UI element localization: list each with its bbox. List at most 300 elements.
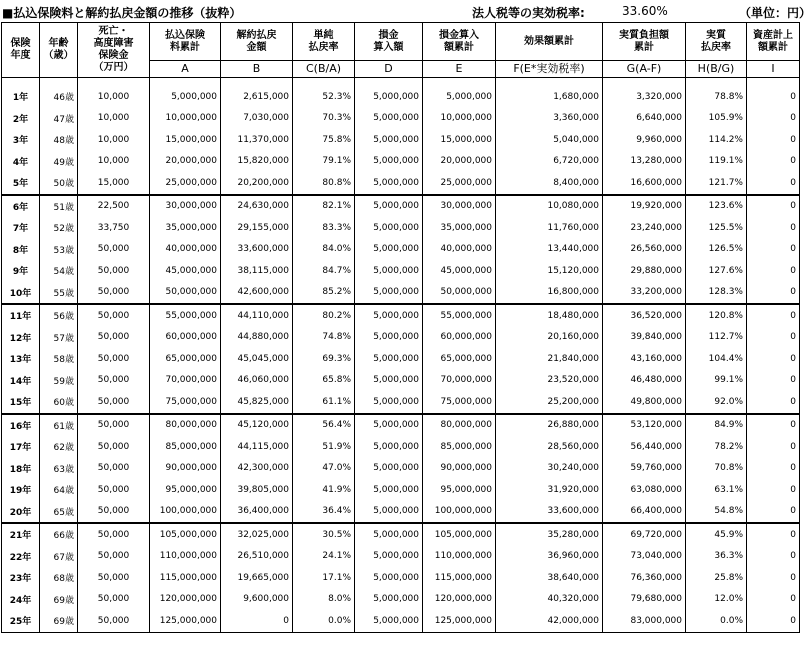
table-row — [2, 501, 800, 524]
cell-deductible-amount: 5,000,000 — [355, 304, 423, 327]
cell-net-return-rate: 119.1% — [686, 151, 747, 173]
cell-surrender-value: 15,820,000 — [221, 151, 293, 173]
cell-surrender-value: 38,115,000 — [221, 260, 293, 282]
cell-policy-year: 17年 — [2, 436, 40, 458]
cell-age: 63歳 — [40, 458, 78, 480]
cell-deductible-total: 40,000,000 — [423, 239, 496, 261]
cell-simple-return-rate: 75.8% — [293, 129, 355, 151]
cell-death-benefit: 50,000 — [78, 523, 150, 546]
cell-age: 49歳 — [40, 151, 78, 173]
cell-deductible-total: 115,000,000 — [423, 567, 496, 589]
cell-surrender-value: 20,200,000 — [221, 172, 293, 195]
cell-effect-total: 42,000,000 — [496, 610, 603, 632]
cell-age: 55歳 — [40, 282, 78, 305]
header-age: 年齢 （歳） — [40, 23, 78, 78]
cell-surrender-value: 42,300,000 — [221, 458, 293, 480]
cell-deductible-amount: 5,000,000 — [355, 589, 423, 611]
cell-deductible-total: 65,000,000 — [423, 348, 496, 370]
cell-simple-return-rate: 80.8% — [293, 172, 355, 195]
header-letter-b: B — [221, 61, 293, 78]
cell-effect-total: 30,240,000 — [496, 458, 603, 480]
cell-deductible-amount: 5,000,000 — [355, 458, 423, 480]
cell-deductible-total: 125,000,000 — [423, 610, 496, 632]
cell-surrender-value: 45,045,000 — [221, 348, 293, 370]
cell-effect-total: 8,400,000 — [496, 172, 603, 195]
cell-effect-total: 21,840,000 — [496, 348, 603, 370]
cell-death-benefit: 10,000 — [78, 86, 150, 108]
cell-net-return-rate: 105.9% — [686, 108, 747, 130]
cell-net-burden-total: 83,000,000 — [603, 610, 686, 632]
cell-net-burden-total: 69,720,000 — [603, 523, 686, 546]
table-row — [2, 129, 800, 151]
cell-age: 59歳 — [40, 370, 78, 392]
header-letter-h: H(B/G) — [686, 61, 747, 78]
cell-net-burden-total: 66,400,000 — [603, 501, 686, 524]
cell-asset-total: 0 — [747, 129, 800, 151]
cell-surrender-value: 33,600,000 — [221, 239, 293, 261]
cell-deductible-total: 85,000,000 — [423, 436, 496, 458]
table-header — [2, 23, 800, 87]
cell-policy-year: 5年 — [2, 172, 40, 195]
cell-premium-total: 50,000,000 — [150, 282, 221, 305]
page-title: ■払込保険料と解約払戻金額の推移（抜粋） — [2, 6, 242, 20]
cell-premium-total: 30,000,000 — [150, 195, 221, 218]
header-net-burden-total: 実質負担額 累計 — [603, 23, 686, 61]
cell-premium-total: 20,000,000 — [150, 151, 221, 173]
cell-premium-total: 75,000,000 — [150, 391, 221, 414]
cell-net-return-rate: 127.6% — [686, 260, 747, 282]
cell-deductible-amount: 5,000,000 — [355, 195, 423, 218]
header-letter-g: G(A-F) — [603, 61, 686, 78]
header-letter-d: D — [355, 61, 423, 78]
unit-label: （単位：円） — [739, 6, 811, 20]
cell-effect-total: 40,320,000 — [496, 589, 603, 611]
cell-simple-return-rate: 30.5% — [293, 523, 355, 546]
cell-surrender-value: 7,030,000 — [221, 108, 293, 130]
cell-asset-total: 0 — [747, 348, 800, 370]
cell-net-return-rate: 104.4% — [686, 348, 747, 370]
table-body — [2, 86, 800, 632]
cell-net-burden-total: 6,640,000 — [603, 108, 686, 130]
table-row — [2, 108, 800, 130]
cell-deductible-total: 90,000,000 — [423, 458, 496, 480]
cell-surrender-value: 36,400,000 — [221, 501, 293, 524]
cell-simple-return-rate: 24.1% — [293, 546, 355, 568]
cell-deductible-amount: 5,000,000 — [355, 348, 423, 370]
cell-age: 62歳 — [40, 436, 78, 458]
cell-age: 46歳 — [40, 86, 78, 108]
table-row — [2, 479, 800, 501]
cell-policy-year: 12年 — [2, 327, 40, 349]
cell-policy-year: 16年 — [2, 414, 40, 437]
header-net-return-rate: 実質 払戻率 — [686, 23, 747, 61]
cell-deductible-total: 10,000,000 — [423, 108, 496, 130]
cell-surrender-value: 32,025,000 — [221, 523, 293, 546]
cell-age: 69歳 — [40, 610, 78, 632]
cell-effect-total: 15,120,000 — [496, 260, 603, 282]
cell-death-benefit: 50,000 — [78, 610, 150, 632]
table-row — [2, 327, 800, 349]
cell-deductible-amount: 5,000,000 — [355, 523, 423, 546]
cell-net-return-rate: 70.8% — [686, 458, 747, 480]
cell-age: 53歳 — [40, 239, 78, 261]
cell-age: 68歳 — [40, 567, 78, 589]
cell-deductible-total: 75,000,000 — [423, 391, 496, 414]
cell-effect-total: 35,280,000 — [496, 523, 603, 546]
table-row — [2, 304, 800, 327]
cell-premium-total: 60,000,000 — [150, 327, 221, 349]
table-row — [2, 567, 800, 589]
cell-net-burden-total: 19,920,000 — [603, 195, 686, 218]
cell-premium-total: 95,000,000 — [150, 479, 221, 501]
cell-surrender-value: 44,880,000 — [221, 327, 293, 349]
cell-surrender-value: 0 — [221, 610, 293, 632]
cell-surrender-value: 9,600,000 — [221, 589, 293, 611]
cell-deductible-amount: 5,000,000 — [355, 129, 423, 151]
cell-net-burden-total: 59,760,000 — [603, 458, 686, 480]
cell-death-benefit: 33,750 — [78, 217, 150, 239]
cell-net-return-rate: 112.7% — [686, 327, 747, 349]
cell-age: 56歳 — [40, 304, 78, 327]
table-row — [2, 195, 800, 218]
cell-simple-return-rate: 61.1% — [293, 391, 355, 414]
cell-net-return-rate: 84.9% — [686, 414, 747, 437]
table-row — [2, 370, 800, 392]
cell-net-burden-total: 39,840,000 — [603, 327, 686, 349]
table-row — [2, 414, 800, 437]
cell-age: 52歳 — [40, 217, 78, 239]
cell-asset-total: 0 — [747, 414, 800, 437]
cell-deductible-total: 30,000,000 — [423, 195, 496, 218]
cell-simple-return-rate: 82.1% — [293, 195, 355, 218]
header-surrender-value: 解約払戻 金額 — [221, 23, 293, 61]
cell-death-benefit: 50,000 — [78, 567, 150, 589]
cell-simple-return-rate: 84.0% — [293, 239, 355, 261]
header-deductible-amount: 損金 算入額 — [355, 23, 423, 61]
cell-asset-total: 0 — [747, 304, 800, 327]
header-letter-a: A — [150, 61, 221, 78]
cell-deductible-total: 50,000,000 — [423, 282, 496, 305]
header-asset-total: 資産計上 額累計 — [747, 23, 800, 61]
cell-asset-total: 0 — [747, 327, 800, 349]
table-row — [2, 610, 800, 632]
cell-effect-total: 18,480,000 — [496, 304, 603, 327]
cell-asset-total: 0 — [747, 217, 800, 239]
table-row — [2, 151, 800, 173]
cell-death-benefit: 22,500 — [78, 195, 150, 218]
cell-simple-return-rate: 83.3% — [293, 217, 355, 239]
table-row — [2, 172, 800, 195]
cell-net-burden-total: 46,480,000 — [603, 370, 686, 392]
cell-asset-total: 0 — [747, 567, 800, 589]
cell-policy-year: 7年 — [2, 217, 40, 239]
table-row — [2, 546, 800, 568]
cell-deductible-amount: 5,000,000 — [355, 391, 423, 414]
cell-surrender-value: 45,120,000 — [221, 414, 293, 437]
cell-age: 66歳 — [40, 523, 78, 546]
cell-deductible-amount: 5,000,000 — [355, 501, 423, 524]
cell-death-benefit: 10,000 — [78, 151, 150, 173]
cell-net-burden-total: 36,520,000 — [603, 304, 686, 327]
cell-effect-total: 23,520,000 — [496, 370, 603, 392]
cell-net-return-rate: 128.3% — [686, 282, 747, 305]
cell-surrender-value: 19,665,000 — [221, 567, 293, 589]
table-row — [2, 282, 800, 305]
cell-age: 61歳 — [40, 414, 78, 437]
tax-rate-value: 33.60% — [622, 4, 668, 18]
cell-death-benefit: 50,000 — [78, 348, 150, 370]
table-row — [2, 458, 800, 480]
cell-death-benefit: 50,000 — [78, 501, 150, 524]
cell-age: 54歳 — [40, 260, 78, 282]
cell-deductible-amount: 5,000,000 — [355, 239, 423, 261]
cell-effect-total: 20,160,000 — [496, 327, 603, 349]
cell-policy-year: 23年 — [2, 567, 40, 589]
cell-net-burden-total: 3,320,000 — [603, 86, 686, 108]
table-row — [2, 239, 800, 261]
cell-age: 67歳 — [40, 546, 78, 568]
cell-premium-total: 5,000,000 — [150, 86, 221, 108]
cell-effect-total: 26,880,000 — [496, 414, 603, 437]
cell-death-benefit: 50,000 — [78, 589, 150, 611]
cell-deductible-total: 15,000,000 — [423, 129, 496, 151]
cell-premium-total: 120,000,000 — [150, 589, 221, 611]
cell-deductible-amount: 5,000,000 — [355, 282, 423, 305]
cell-premium-total: 15,000,000 — [150, 129, 221, 151]
cell-premium-total: 45,000,000 — [150, 260, 221, 282]
cell-net-burden-total: 43,160,000 — [603, 348, 686, 370]
cell-simple-return-rate: 79.1% — [293, 151, 355, 173]
cell-surrender-value: 26,510,000 — [221, 546, 293, 568]
cell-death-benefit: 50,000 — [78, 304, 150, 327]
cell-effect-total: 33,600,000 — [496, 501, 603, 524]
cell-deductible-total: 25,000,000 — [423, 172, 496, 195]
cell-deductible-total: 120,000,000 — [423, 589, 496, 611]
cell-simple-return-rate: 51.9% — [293, 436, 355, 458]
cell-net-burden-total: 79,680,000 — [603, 589, 686, 611]
cell-deductible-amount: 5,000,000 — [355, 172, 423, 195]
cell-net-return-rate: 45.9% — [686, 523, 747, 546]
cell-deductible-total: 95,000,000 — [423, 479, 496, 501]
cell-simple-return-rate: 85.2% — [293, 282, 355, 305]
cell-net-burden-total: 63,080,000 — [603, 479, 686, 501]
cell-asset-total: 0 — [747, 260, 800, 282]
cell-policy-year: 22年 — [2, 546, 40, 568]
cell-death-benefit: 50,000 — [78, 370, 150, 392]
header-letter-e: E — [423, 61, 496, 78]
cell-net-return-rate: 121.7% — [686, 172, 747, 195]
table-row — [2, 86, 800, 108]
cell-net-return-rate: 78.2% — [686, 436, 747, 458]
cell-deductible-total: 55,000,000 — [423, 304, 496, 327]
cell-age: 65歳 — [40, 501, 78, 524]
cell-policy-year: 2年 — [2, 108, 40, 130]
cell-asset-total: 0 — [747, 282, 800, 305]
cell-deductible-amount: 5,000,000 — [355, 479, 423, 501]
cell-premium-total: 40,000,000 — [150, 239, 221, 261]
cell-premium-total: 100,000,000 — [150, 501, 221, 524]
cell-death-benefit: 50,000 — [78, 546, 150, 568]
cell-deductible-amount: 5,000,000 — [355, 327, 423, 349]
cell-simple-return-rate: 8.0% — [293, 589, 355, 611]
table-row — [2, 589, 800, 611]
table-row — [2, 436, 800, 458]
cell-premium-total: 10,000,000 — [150, 108, 221, 130]
cell-premium-total: 90,000,000 — [150, 458, 221, 480]
cell-premium-total: 25,000,000 — [150, 172, 221, 195]
table-row — [2, 348, 800, 370]
cell-simple-return-rate: 70.3% — [293, 108, 355, 130]
cell-net-return-rate: 25.8% — [686, 567, 747, 589]
cell-death-benefit: 50,000 — [78, 414, 150, 437]
cell-surrender-value: 44,110,000 — [221, 304, 293, 327]
cell-asset-total: 0 — [747, 151, 800, 173]
cell-age: 69歳 — [40, 589, 78, 611]
cell-policy-year: 6年 — [2, 195, 40, 218]
header-simple-return-rate: 単純 払戻率 — [293, 23, 355, 61]
cell-simple-return-rate: 84.7% — [293, 260, 355, 282]
cell-net-return-rate: 99.1% — [686, 370, 747, 392]
cell-effect-total: 6,720,000 — [496, 151, 603, 173]
cell-effect-total: 5,040,000 — [496, 129, 603, 151]
cell-net-burden-total: 33,200,000 — [603, 282, 686, 305]
cell-simple-return-rate: 41.9% — [293, 479, 355, 501]
cell-net-burden-total: 26,560,000 — [603, 239, 686, 261]
cell-policy-year: 20年 — [2, 501, 40, 524]
cell-net-burden-total: 23,240,000 — [603, 217, 686, 239]
cell-simple-return-rate: 17.1% — [293, 567, 355, 589]
cell-deductible-total: 60,000,000 — [423, 327, 496, 349]
cell-age: 64歳 — [40, 479, 78, 501]
table-row — [2, 523, 800, 546]
header-death-benefit: 死亡・ 高度障害 保険金 （万円） — [78, 23, 150, 78]
cell-simple-return-rate: 80.2% — [293, 304, 355, 327]
cell-net-return-rate: 114.2% — [686, 129, 747, 151]
cell-asset-total: 0 — [747, 370, 800, 392]
cell-asset-total: 0 — [747, 108, 800, 130]
cell-net-return-rate: 126.5% — [686, 239, 747, 261]
insurance-table — [1, 22, 800, 633]
cell-age: 50歳 — [40, 172, 78, 195]
cell-net-return-rate: 92.0% — [686, 391, 747, 414]
cell-net-burden-total: 9,960,000 — [603, 129, 686, 151]
cell-death-benefit: 15,000 — [78, 172, 150, 195]
cell-deductible-amount: 5,000,000 — [355, 260, 423, 282]
cell-deductible-amount: 5,000,000 — [355, 567, 423, 589]
cell-death-benefit: 10,000 — [78, 129, 150, 151]
cell-simple-return-rate: 47.0% — [293, 458, 355, 480]
cell-net-burden-total: 56,440,000 — [603, 436, 686, 458]
cell-simple-return-rate: 56.4% — [293, 414, 355, 437]
cell-age: 57歳 — [40, 327, 78, 349]
cell-surrender-value: 11,370,000 — [221, 129, 293, 151]
cell-death-benefit: 50,000 — [78, 458, 150, 480]
cell-premium-total: 85,000,000 — [150, 436, 221, 458]
cell-effect-total: 28,560,000 — [496, 436, 603, 458]
title-bar — [0, 0, 811, 22]
cell-deductible-total: 20,000,000 — [423, 151, 496, 173]
cell-asset-total: 0 — [747, 239, 800, 261]
cell-asset-total: 0 — [747, 391, 800, 414]
cell-effect-total: 1,680,000 — [496, 86, 603, 108]
cell-surrender-value: 46,060,000 — [221, 370, 293, 392]
cell-premium-total: 80,000,000 — [150, 414, 221, 437]
cell-net-return-rate: 125.5% — [686, 217, 747, 239]
cell-net-return-rate: 120.8% — [686, 304, 747, 327]
cell-net-return-rate: 12.0% — [686, 589, 747, 611]
cell-policy-year: 19年 — [2, 479, 40, 501]
cell-net-return-rate: 36.3% — [686, 546, 747, 568]
cell-death-benefit: 50,000 — [78, 391, 150, 414]
cell-net-return-rate: 123.6% — [686, 195, 747, 218]
cell-deductible-total: 45,000,000 — [423, 260, 496, 282]
cell-asset-total: 0 — [747, 589, 800, 611]
cell-net-burden-total: 73,040,000 — [603, 546, 686, 568]
cell-surrender-value: 24,630,000 — [221, 195, 293, 218]
cell-policy-year: 11年 — [2, 304, 40, 327]
cell-net-burden-total: 49,800,000 — [603, 391, 686, 414]
cell-deductible-amount: 5,000,000 — [355, 151, 423, 173]
table-row — [2, 217, 800, 239]
header-deductible-total: 損金算入 額累計 — [423, 23, 496, 61]
cell-effect-total: 25,200,000 — [496, 391, 603, 414]
cell-net-burden-total: 53,120,000 — [603, 414, 686, 437]
cell-age: 51歳 — [40, 195, 78, 218]
cell-premium-total: 70,000,000 — [150, 370, 221, 392]
cell-net-return-rate: 54.8% — [686, 501, 747, 524]
cell-deductible-amount: 5,000,000 — [355, 86, 423, 108]
cell-policy-year: 24年 — [2, 589, 40, 611]
cell-policy-year: 18年 — [2, 458, 40, 480]
cell-policy-year: 14年 — [2, 370, 40, 392]
cell-effect-total: 3,360,000 — [496, 108, 603, 130]
cell-age: 48歳 — [40, 129, 78, 151]
cell-deductible-amount: 5,000,000 — [355, 370, 423, 392]
cell-net-burden-total: 16,600,000 — [603, 172, 686, 195]
cell-age: 47歳 — [40, 108, 78, 130]
cell-death-benefit: 50,000 — [78, 239, 150, 261]
cell-asset-total: 0 — [747, 523, 800, 546]
cell-asset-total: 0 — [747, 458, 800, 480]
cell-age: 60歳 — [40, 391, 78, 414]
cell-effect-total: 10,080,000 — [496, 195, 603, 218]
cell-policy-year: 21年 — [2, 523, 40, 546]
cell-asset-total: 0 — [747, 479, 800, 501]
cell-simple-return-rate: 0.0% — [293, 610, 355, 632]
cell-deductible-amount: 5,000,000 — [355, 217, 423, 239]
header-effect-total: 効果額累計 — [496, 23, 603, 61]
cell-deductible-total: 110,000,000 — [423, 546, 496, 568]
cell-deductible-total: 105,000,000 — [423, 523, 496, 546]
cell-net-return-rate: 0.0% — [686, 610, 747, 632]
cell-net-return-rate: 78.8% — [686, 86, 747, 108]
cell-deductible-total: 5,000,000 — [423, 86, 496, 108]
cell-net-return-rate: 63.1% — [686, 479, 747, 501]
cell-asset-total: 0 — [747, 195, 800, 218]
tax-rate-label: 法人税等の実効税率: — [472, 6, 585, 20]
cell-policy-year: 4年 — [2, 151, 40, 173]
cell-simple-return-rate: 65.8% — [293, 370, 355, 392]
cell-surrender-value: 45,825,000 — [221, 391, 293, 414]
cell-death-benefit: 50,000 — [78, 260, 150, 282]
cell-premium-total: 65,000,000 — [150, 348, 221, 370]
cell-policy-year: 9年 — [2, 260, 40, 282]
cell-policy-year: 25年 — [2, 610, 40, 632]
cell-death-benefit: 50,000 — [78, 327, 150, 349]
cell-deductible-amount: 5,000,000 — [355, 610, 423, 632]
cell-premium-total: 115,000,000 — [150, 567, 221, 589]
cell-effect-total: 38,640,000 — [496, 567, 603, 589]
